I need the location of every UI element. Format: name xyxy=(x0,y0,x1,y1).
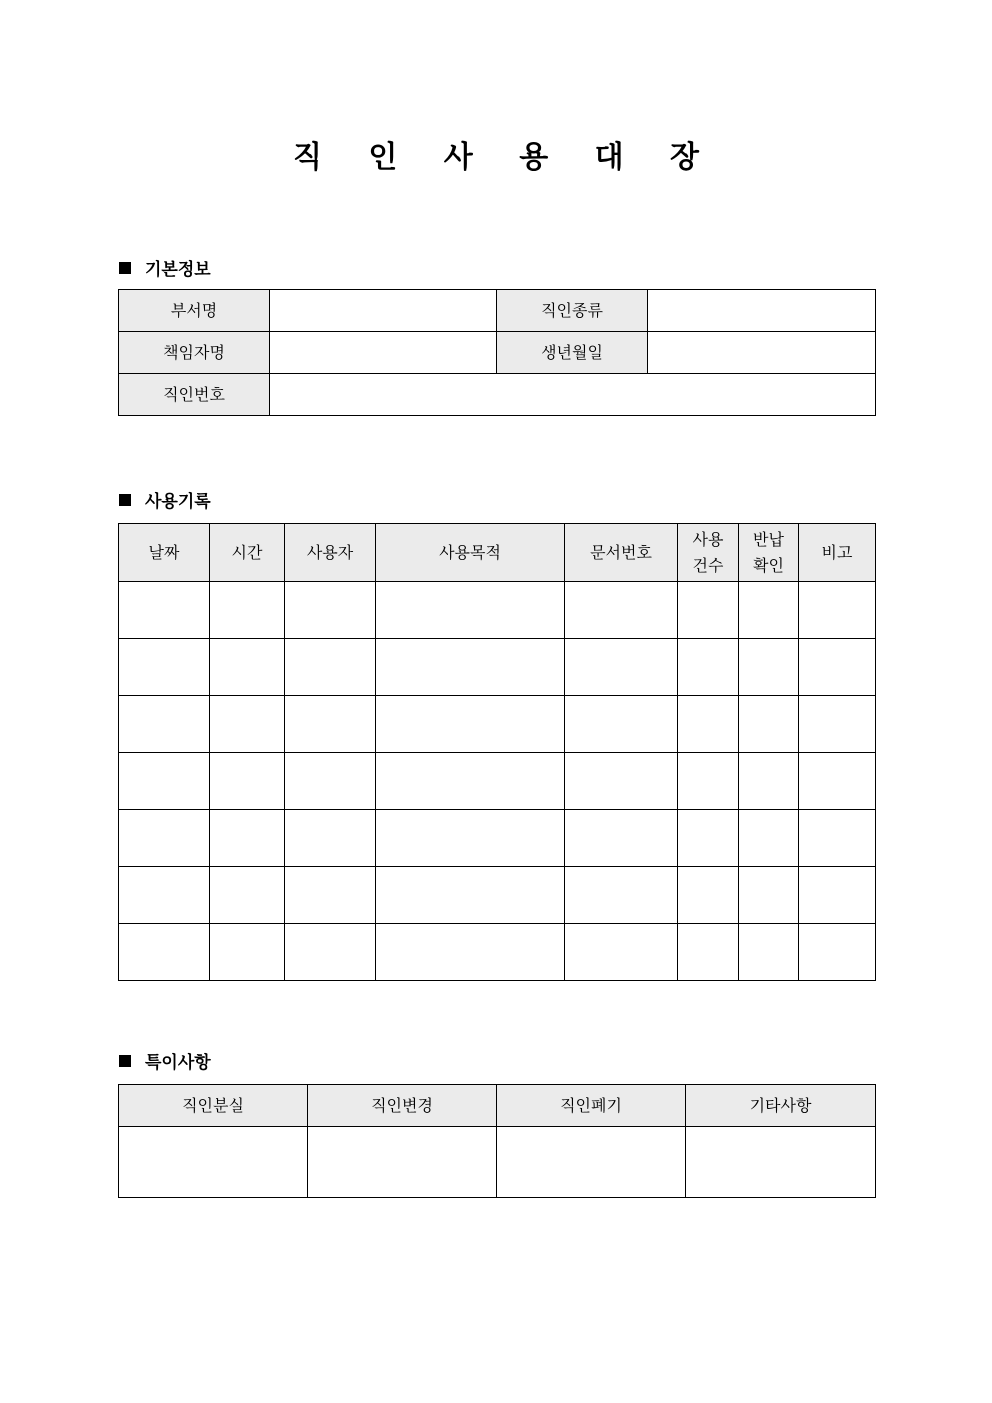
birth-date-field[interactable] xyxy=(648,332,876,374)
user-cell[interactable] xyxy=(285,867,376,924)
table-row xyxy=(119,696,876,753)
purpose-cell[interactable] xyxy=(376,639,565,696)
return-check-cell[interactable] xyxy=(739,753,799,810)
table-row xyxy=(119,924,876,981)
remarks-cell[interactable] xyxy=(799,867,876,924)
date-cell[interactable] xyxy=(119,753,210,810)
section-heading-notes-label: 특이사항 xyxy=(145,1053,211,1073)
seal-number-field[interactable] xyxy=(270,374,876,416)
time-cell[interactable] xyxy=(210,810,285,867)
other-notes-cell[interactable] xyxy=(686,1127,876,1198)
usage-count-cell[interactable] xyxy=(678,867,739,924)
time-cell[interactable] xyxy=(210,924,285,981)
user-cell[interactable] xyxy=(285,810,376,867)
usage-count-cell[interactable] xyxy=(678,639,739,696)
usage-count-cell[interactable] xyxy=(678,924,739,981)
column-header-return-check xyxy=(739,524,799,582)
purpose-cell[interactable] xyxy=(376,753,565,810)
table-row xyxy=(119,753,876,810)
table-row xyxy=(119,867,876,924)
seal-disposed-cell[interactable] xyxy=(497,1127,686,1198)
column-header-usage-count xyxy=(678,524,739,582)
department-field[interactable] xyxy=(270,290,497,332)
return-check-cell[interactable] xyxy=(739,639,799,696)
table-row xyxy=(119,582,876,639)
special-notes-table xyxy=(118,1084,876,1198)
manager-field[interactable] xyxy=(270,332,497,374)
seal-lost-cell[interactable] xyxy=(119,1127,308,1198)
section-heading-basic-label: 기본정보 xyxy=(145,260,211,280)
column-header-usage-count-line1: 사용 xyxy=(692,529,724,549)
user-cell[interactable] xyxy=(285,639,376,696)
column-header-seal-disposed: 직인폐기 xyxy=(497,1085,686,1127)
column-header-doc-number: 문서번호 xyxy=(565,524,678,582)
square-bullet-icon xyxy=(119,1055,131,1067)
user-cell[interactable] xyxy=(285,582,376,639)
time-cell[interactable] xyxy=(210,753,285,810)
user-cell[interactable] xyxy=(285,696,376,753)
column-header-seal-changed: 직인변경 xyxy=(308,1085,497,1127)
remarks-cell[interactable] xyxy=(799,810,876,867)
remarks-cell[interactable] xyxy=(799,582,876,639)
square-bullet-icon xyxy=(119,494,131,506)
time-cell[interactable] xyxy=(210,582,285,639)
column-header-user: 사용자 xyxy=(285,524,376,582)
section-heading-notes xyxy=(119,1048,211,1073)
seal-number-label: 직인번호 xyxy=(119,374,270,416)
table-row xyxy=(119,639,876,696)
date-cell[interactable] xyxy=(119,867,210,924)
doc-number-cell[interactable] xyxy=(565,696,678,753)
date-cell[interactable] xyxy=(119,696,210,753)
section-heading-basic xyxy=(119,255,211,280)
column-header-date: 날짜 xyxy=(119,524,210,582)
usage-record-table xyxy=(118,523,876,981)
return-check-cell[interactable] xyxy=(739,924,799,981)
column-header-time: 시간 xyxy=(210,524,285,582)
doc-number-cell[interactable] xyxy=(565,924,678,981)
basic-info-table xyxy=(118,289,876,416)
time-cell[interactable] xyxy=(210,696,285,753)
return-check-cell[interactable] xyxy=(739,696,799,753)
column-header-return-check-line1: 반납 xyxy=(753,529,784,549)
doc-number-cell[interactable] xyxy=(565,810,678,867)
usage-count-cell[interactable] xyxy=(678,753,739,810)
user-cell[interactable] xyxy=(285,924,376,981)
seal-type-label: 직인종류 xyxy=(497,290,648,332)
remarks-cell[interactable] xyxy=(799,639,876,696)
usage-count-cell[interactable] xyxy=(678,696,739,753)
purpose-cell[interactable] xyxy=(376,696,565,753)
column-header-return-check-line2: 확인 xyxy=(753,555,784,575)
doc-number-cell[interactable] xyxy=(565,639,678,696)
return-check-cell[interactable] xyxy=(739,582,799,639)
column-header-seal-lost: 직인분실 xyxy=(119,1085,308,1127)
purpose-cell[interactable] xyxy=(376,867,565,924)
return-check-cell[interactable] xyxy=(739,810,799,867)
date-cell[interactable] xyxy=(119,582,210,639)
column-header-other-notes: 기타사항 xyxy=(686,1085,876,1127)
seal-type-field[interactable] xyxy=(648,290,876,332)
purpose-cell[interactable] xyxy=(376,582,565,639)
date-cell[interactable] xyxy=(119,639,210,696)
column-header-usage-count-line2: 건수 xyxy=(692,555,724,575)
time-cell[interactable] xyxy=(210,867,285,924)
remarks-cell[interactable] xyxy=(799,696,876,753)
manager-label: 책임자명 xyxy=(119,332,270,374)
return-check-cell[interactable] xyxy=(739,867,799,924)
square-bullet-icon xyxy=(119,262,131,274)
table-row xyxy=(119,810,876,867)
usage-count-cell[interactable] xyxy=(678,810,739,867)
doc-number-cell[interactable] xyxy=(565,867,678,924)
remarks-cell[interactable] xyxy=(799,753,876,810)
column-header-remarks: 비고 xyxy=(799,524,876,582)
date-cell[interactable] xyxy=(119,924,210,981)
seal-changed-cell[interactable] xyxy=(308,1127,497,1198)
purpose-cell[interactable] xyxy=(376,810,565,867)
usage-count-cell[interactable] xyxy=(678,582,739,639)
time-cell[interactable] xyxy=(210,639,285,696)
birth-date-label: 생년월일 xyxy=(497,332,648,374)
remarks-cell[interactable] xyxy=(799,924,876,981)
doc-number-cell[interactable] xyxy=(565,582,678,639)
purpose-cell[interactable] xyxy=(376,924,565,981)
document-title: 직 인 사 용 대 장 xyxy=(292,140,718,175)
doc-number-cell[interactable] xyxy=(565,753,678,810)
department-label: 부서명 xyxy=(119,290,270,332)
user-cell[interactable] xyxy=(285,753,376,810)
date-cell[interactable] xyxy=(119,810,210,867)
section-heading-usage-label: 사용기록 xyxy=(145,492,211,512)
column-header-purpose: 사용목적 xyxy=(376,524,565,582)
section-heading-usage xyxy=(119,487,211,512)
